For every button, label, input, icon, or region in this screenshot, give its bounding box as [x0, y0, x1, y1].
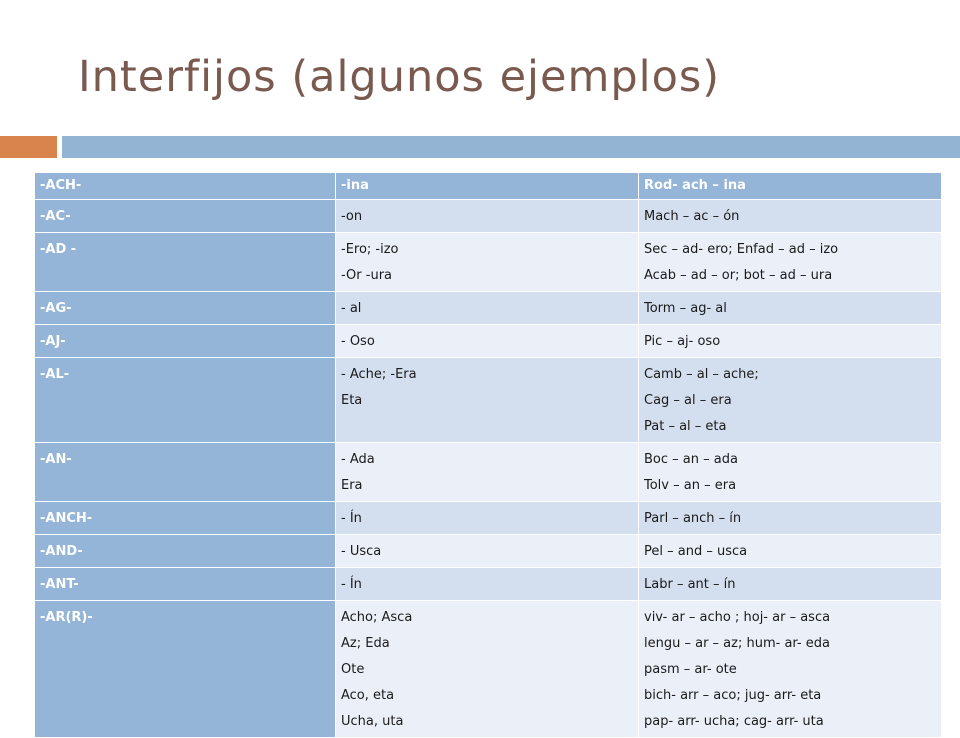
suffix-cell [336, 233, 639, 292]
suffix-line: -Or -ura [341, 268, 393, 283]
example-line: bich- arr – aco; jug- arr- eta [644, 688, 822, 703]
suffix-cell [336, 358, 639, 443]
header-cell-suffix: -ina [336, 173, 639, 200]
example-line: Mach – ac – ón [644, 209, 740, 224]
interfix-cell: -AR(R)- [35, 601, 336, 738]
example-line: Pel – and – usca [644, 544, 748, 559]
interfix-cell: -AG- [35, 292, 336, 325]
example-cell [639, 535, 942, 568]
accent-bar-blue [62, 136, 960, 158]
interfix-table [34, 172, 942, 738]
suffix-cell [336, 535, 639, 568]
example-line: Pat – al – eta [644, 419, 727, 434]
suffix-line: -on [341, 209, 363, 224]
suffix-line: Az; Eda [341, 636, 390, 651]
example-line: Labr – ant – ín [644, 577, 736, 592]
table-row [35, 568, 942, 601]
example-line: lengu – ar – az; hum- ar- eda [644, 636, 830, 651]
example-cell [639, 443, 942, 502]
table-row [35, 535, 942, 568]
suffix-line: - Ín [341, 577, 362, 592]
suffix-line: - Ada [341, 452, 375, 467]
table-row [35, 292, 942, 325]
header-cell-interfix: -ACH- [35, 173, 336, 200]
example-line: viv- ar – acho ; hoj- ar – asca [644, 610, 831, 625]
example-line: Torm – ag- al [644, 301, 727, 316]
example-line: Acab – ad – or; bot – ad – ura [644, 268, 833, 283]
suffix-cell [336, 200, 639, 233]
example-cell [639, 601, 942, 738]
suffix-line: - Ín [341, 511, 362, 526]
table-row [35, 601, 942, 738]
suffix-line: Acho; Asca [341, 610, 413, 625]
suffix-cell [336, 325, 639, 358]
example-cell [639, 325, 942, 358]
suffix-line: -Ero; -izo [341, 242, 399, 257]
interfix-cell: -AN- [35, 443, 336, 502]
suffix-cell [336, 292, 639, 325]
suffix-line: Era [341, 478, 363, 493]
suffix-line: - Oso [341, 334, 375, 349]
suffix-line: Aco, eta [341, 688, 395, 703]
interfix-cell: -ANCH- [35, 502, 336, 535]
suffix-cell [336, 443, 639, 502]
table-row [35, 443, 942, 502]
example-line: Pic – aj- oso [644, 334, 721, 349]
suffix-line: Eta [341, 393, 363, 408]
suffix-line: - al [341, 301, 362, 316]
example-line: Parl – anch – ín [644, 511, 742, 526]
example-cell [639, 358, 942, 443]
interfix-cell: -AND- [35, 535, 336, 568]
example-line: Sec – ad- ero; Enfad – ad – izo [644, 242, 839, 257]
table-row [35, 502, 942, 535]
example-cell [639, 292, 942, 325]
interfix-cell: -ANT- [35, 568, 336, 601]
slide-title: Interfijos (algunos ejemplos) [78, 52, 721, 102]
example-line: Boc – an – ada [644, 452, 738, 467]
accent-bar-orange [0, 136, 57, 158]
example-cell [639, 200, 942, 233]
suffix-line: Ote [341, 662, 365, 677]
table-row [35, 233, 942, 292]
interfix-cell: -AL- [35, 358, 336, 443]
interfix-cell: -AD - [35, 233, 336, 292]
example-cell [639, 233, 942, 292]
suffix-cell [336, 601, 639, 738]
example-line: pasm – ar- ote [644, 662, 737, 677]
example-line: Tolv – an – era [644, 478, 737, 493]
suffix-cell [336, 568, 639, 601]
example-line: Cag – al – era [644, 393, 732, 408]
suffix-line: - Ache; -Era [341, 367, 417, 382]
table-header-row [35, 173, 942, 200]
suffix-cell [336, 502, 639, 535]
example-cell [639, 568, 942, 601]
table-row [35, 325, 942, 358]
header-cell-examples: Rod- ach – ina [639, 173, 942, 200]
suffix-line: - Usca [341, 544, 382, 559]
example-cell [639, 502, 942, 535]
example-line: pap- arr- ucha; cag- arr- uta [644, 714, 824, 729]
table-row [35, 200, 942, 233]
example-line: Camb – al – ache; [644, 367, 759, 382]
table-row [35, 358, 942, 443]
suffix-line: Ucha, uta [341, 714, 404, 729]
interfix-cell: -AC- [35, 200, 336, 233]
interfix-cell: -AJ- [35, 325, 336, 358]
